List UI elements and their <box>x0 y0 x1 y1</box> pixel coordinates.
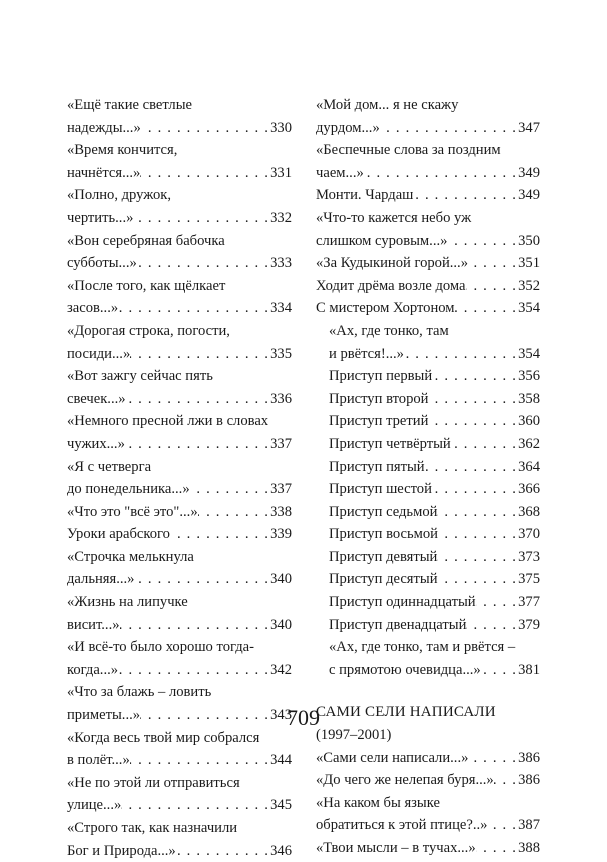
toc-entry-title: Приступ девятый <box>329 548 438 565</box>
dot-leader <box>425 456 519 479</box>
toc-entry-title: Приступ десятый <box>329 571 438 588</box>
toc-entry-line <box>316 591 540 614</box>
dot-leader <box>428 388 518 411</box>
dot-leader <box>476 837 518 860</box>
toc-entry-line <box>316 252 540 275</box>
toc-entry-line <box>67 636 292 659</box>
toc-entry-title: надежды...» <box>67 119 141 136</box>
toc-entry-line <box>67 139 292 162</box>
toc-page-number: 344 <box>270 752 292 769</box>
toc-page-number: 345 <box>270 797 292 814</box>
toc-entry-line <box>67 252 292 275</box>
toc-page-number: 342 <box>270 661 292 678</box>
toc-entry-line <box>316 501 540 524</box>
toc-entry-line <box>67 433 292 456</box>
toc-entry-title: «Дорогая строка, погости, <box>67 322 230 339</box>
toc-page-number: 340 <box>270 616 292 633</box>
toc-entry-line <box>316 410 540 433</box>
toc-entry-line <box>316 207 540 230</box>
dot-leader <box>404 343 518 366</box>
toc-page-number: 386 <box>518 772 540 789</box>
toc-entry-title: «Жизнь на липучке <box>67 594 188 611</box>
page-number: 709 <box>287 705 320 730</box>
toc-entry-title: чертить...» <box>67 209 134 226</box>
toc-column-right <box>316 94 540 860</box>
toc-entry-title: Приступ пятый <box>329 458 425 475</box>
toc-page-number: 331 <box>270 164 292 181</box>
toc-page-number: 337 <box>270 481 292 498</box>
toc-entry-title: «Полно, дружок, <box>67 187 172 204</box>
dot-leader <box>141 117 270 140</box>
toc-entry-line <box>316 747 540 770</box>
dot-leader <box>447 230 518 253</box>
toc-entry-title: «Вот зажгу сейчас пять <box>67 368 213 385</box>
toc-page-number: 379 <box>518 616 540 633</box>
toc-page-number: 366 <box>518 481 540 498</box>
toc-entry-line <box>67 568 292 591</box>
toc-entry-title: Бог и Природа...» <box>67 842 176 859</box>
toc-entry-title: слишком суровым...» <box>316 232 448 249</box>
toc-entry-title: «Вон серебряная бабочка <box>67 232 225 249</box>
dot-leader <box>364 162 518 185</box>
dot-leader <box>130 343 270 366</box>
toc-entry-line <box>316 636 540 659</box>
toc-entry-title: Ходит дрёма возле дома <box>316 277 466 294</box>
toc-entry-line <box>67 659 292 682</box>
toc-entry-title: Приступ первый <box>329 368 433 385</box>
toc-entry-line <box>316 297 540 320</box>
toc-page-number: 334 <box>270 300 292 317</box>
toc-entry-title: Приступ одиннадцатый <box>329 594 476 611</box>
toc-page-number: 339 <box>270 526 292 543</box>
toc-entry-line <box>67 817 292 840</box>
toc-entry-title: чужих...» <box>67 435 125 452</box>
toc-entry-line <box>67 840 292 862</box>
toc-entry-line <box>316 546 540 569</box>
dot-leader <box>466 614 518 637</box>
toc-entry-line <box>67 117 292 140</box>
toc-entry-line <box>316 568 540 591</box>
dot-leader <box>468 252 518 275</box>
dot-leader <box>133 207 270 230</box>
dot-leader <box>487 814 518 837</box>
dot-leader <box>121 794 270 817</box>
toc-entry-title: «И всё-то было хорошо тогда- <box>67 639 255 656</box>
dot-leader <box>134 568 270 591</box>
dot-leader <box>170 523 270 546</box>
toc-entry-line <box>316 659 540 682</box>
dot-leader <box>137 252 270 275</box>
toc-entry-title: посиди...» <box>67 345 131 362</box>
toc-entry-line <box>67 456 292 479</box>
dot-leader <box>140 162 270 185</box>
dot-leader <box>455 297 519 320</box>
toc-entry-title: Приступ четвёртый <box>329 435 451 452</box>
dot-leader <box>437 546 518 569</box>
toc-entry-title: до понедельника...» <box>67 481 190 498</box>
toc-entry-line <box>67 749 292 772</box>
toc-page-number: 388 <box>518 840 540 856</box>
dot-leader <box>198 501 270 524</box>
toc-page-number: 333 <box>270 255 292 272</box>
toc-entry-title: в полёт...» <box>67 752 130 769</box>
toc-entry-title: «Строго так, как назначили <box>67 820 238 836</box>
toc-entry-title: дальняя...» <box>67 571 135 588</box>
toc-entry-title: «Немного пресной лжи в словах <box>67 413 269 430</box>
toc-page-number: 356 <box>518 368 540 385</box>
dot-leader <box>451 433 518 456</box>
toc-entry-title: «На каком бы языке <box>316 794 440 811</box>
toc-entry-line <box>67 275 292 298</box>
toc-entry-line <box>67 591 292 614</box>
dot-leader <box>432 365 518 388</box>
toc-entry-line <box>316 343 540 366</box>
toc-entry-line <box>316 792 540 815</box>
toc-entry-title: и рвётся!...» <box>329 345 404 362</box>
toc-page-number: 368 <box>518 503 540 520</box>
dot-leader <box>126 388 271 411</box>
toc-entry-line <box>316 769 540 792</box>
toc-page-number: 350 <box>518 232 540 249</box>
toc-entry-line <box>67 478 292 501</box>
toc-entry-line <box>67 297 292 320</box>
dot-leader <box>494 769 518 792</box>
dot-leader <box>380 117 518 140</box>
toc-entry-title: с прямотою очевидца...» <box>329 661 481 678</box>
toc-entry-line <box>67 681 292 704</box>
toc-entry-line <box>316 523 540 546</box>
toc-entry-line <box>316 614 540 637</box>
toc-entry-title: засов...» <box>67 300 119 317</box>
toc-entry-title: субботы...» <box>67 255 137 272</box>
toc-entry-line <box>67 207 292 230</box>
toc-entry-title: Приступ восьмой <box>329 526 438 543</box>
toc-page-number: 352 <box>518 277 540 294</box>
toc-entry-title: «Не по этой ли отправиться <box>67 774 240 791</box>
toc-page-number: 373 <box>518 548 540 565</box>
toc-entry-title: Приступ двенадцатый <box>329 616 467 633</box>
toc-entry-line <box>67 343 292 366</box>
toc-page-number: 377 <box>518 594 540 611</box>
dot-leader <box>428 410 518 433</box>
toc-entry-title: дурдом...» <box>316 119 380 136</box>
toc-entry-title: «Строчка мелькнула <box>67 548 194 565</box>
toc-entry-title: «Когда весь твой мир собрался <box>67 729 260 746</box>
toc-entry-title: «После того, как щёлкает <box>67 277 226 294</box>
toc-page-number: 386 <box>518 749 540 766</box>
toc-entry-line <box>316 456 540 479</box>
dot-leader <box>468 747 518 770</box>
toc-entry-title: САМИ СЕЛИ НАПИСАЛИ <box>316 704 496 721</box>
toc-entry-title: «Что это "всё это"...» <box>67 503 198 520</box>
toc-entry-line <box>67 614 292 637</box>
toc-page-number: 358 <box>518 390 540 407</box>
toc-page-number: 340 <box>270 571 292 588</box>
toc-page-number: 335 <box>270 345 292 362</box>
toc-entry-line <box>316 275 540 298</box>
toc-entry-line <box>316 365 540 388</box>
toc-entry-title: «Ещё такие светлые <box>67 97 192 113</box>
toc-entry-line <box>67 162 292 185</box>
dot-leader <box>476 591 519 614</box>
toc-entry-line <box>67 230 292 253</box>
toc-entry-line <box>67 772 292 795</box>
toc-page-number: 381 <box>518 661 540 678</box>
toc-page-number: 370 <box>518 526 540 543</box>
toc-entry-title: «Я с четверга <box>67 458 152 475</box>
toc-entry-title: чаем...» <box>316 164 364 181</box>
toc-entry-line <box>316 162 540 185</box>
toc-page-number: 354 <box>518 300 540 317</box>
toc-entry-line <box>67 794 292 817</box>
toc-entry-title: висит...» <box>67 616 120 633</box>
dot-leader <box>130 749 270 772</box>
toc-entry-title: С мистером Хортоном <box>316 300 455 317</box>
toc-page-number: 360 <box>518 413 540 430</box>
toc-entry-title: Приступ второй <box>329 390 429 407</box>
toc-entry-title: «За Кудыкиной горой...» <box>316 255 469 272</box>
toc-entry-title: «Твои мысли – в тучах...» <box>316 840 476 856</box>
dot-leader <box>120 614 271 637</box>
toc-page-number: 362 <box>518 435 540 452</box>
section-gap <box>316 681 540 701</box>
toc-entry-line <box>67 546 292 569</box>
toc-page-number: 332 <box>270 209 292 226</box>
toc-entry-line <box>316 320 540 343</box>
toc-page-number: 349 <box>518 187 540 204</box>
toc-entry-title: «Сами сели написали...» <box>316 749 469 766</box>
toc-entry-title: «Беспечные слова за поздним <box>316 142 501 159</box>
toc-entry-line <box>67 320 292 343</box>
dot-leader <box>190 478 270 501</box>
toc-entry-line <box>316 433 540 456</box>
toc-column-left <box>67 94 292 862</box>
toc-entry-title: (1997–2001) <box>316 727 392 744</box>
toc-entry-line <box>67 523 292 546</box>
toc-page-number: 375 <box>518 571 540 588</box>
dot-leader <box>118 659 270 682</box>
toc-entry-line <box>67 410 292 433</box>
dot-leader <box>438 568 519 591</box>
toc-entry-line <box>316 388 540 411</box>
toc-entry-line <box>316 94 540 117</box>
toc-entry-line <box>67 388 292 411</box>
toc-entry-line <box>316 117 540 140</box>
toc-entry-line <box>67 365 292 388</box>
toc-page-number: 338 <box>270 503 292 520</box>
toc-entry-title: «Что-то кажется небо уж <box>316 209 472 226</box>
toc-page-number: 336 <box>270 390 292 407</box>
dot-leader <box>437 501 518 524</box>
toc-page-number: 347 <box>518 119 540 136</box>
toc-page-number: 387 <box>518 817 540 834</box>
toc-entry-title: Приступ шестой <box>329 481 432 498</box>
dot-leader <box>432 478 518 501</box>
toc-entry-title: свечек...» <box>67 390 126 407</box>
dot-leader <box>176 840 270 862</box>
dot-leader <box>438 523 518 546</box>
toc-entry-line <box>316 230 540 253</box>
dot-leader <box>481 659 518 682</box>
toc-page-number: 337 <box>270 435 292 452</box>
toc-page-number: 349 <box>518 164 540 181</box>
toc-page-number: 346 <box>270 842 292 859</box>
toc-page-number: 354 <box>518 345 540 362</box>
toc-entry-line <box>316 814 540 837</box>
toc-entry-title: обратиться к этой птице?..» <box>316 817 488 834</box>
toc-page-number: 343 <box>270 707 292 724</box>
dot-leader <box>125 433 270 456</box>
toc-entry-title: «Ах, где тонко, там и рвётся – <box>329 639 516 656</box>
dot-leader <box>413 184 518 207</box>
toc-entry-title: Приступ третий <box>329 413 429 430</box>
toc-entry-title: «До чего же нелепая буря...» <box>316 772 494 789</box>
toc-entry-title: Уроки арабского <box>67 526 170 543</box>
toc-entry-line <box>316 478 540 501</box>
toc-entry-title: когда...» <box>67 661 119 678</box>
toc-entry-line <box>316 139 540 162</box>
dot-leader <box>118 297 270 320</box>
toc-entry-title: Монти. Чардаш <box>316 187 414 204</box>
toc-entry-title: «Что за блажь – ловить <box>67 684 212 701</box>
toc-page-number: 330 <box>270 119 292 136</box>
dot-leader <box>466 275 519 298</box>
toc-entry-title: «Мой дом... я не скажу <box>316 97 459 113</box>
toc-entry-title: «Время кончится, <box>67 142 178 159</box>
toc-entry-title: приметы...» <box>67 707 141 724</box>
toc-entry-title: улице...» <box>67 797 122 814</box>
toc-entry-title: «Ах, где тонко, там <box>329 322 449 339</box>
toc-entry-line <box>316 837 540 860</box>
toc-entry-line <box>316 184 540 207</box>
toc-page-number: 351 <box>518 255 540 272</box>
toc-entry-line <box>67 184 292 207</box>
toc-entry-title: Приступ седьмой <box>329 503 438 520</box>
toc-entry-line <box>67 94 292 117</box>
toc-entry-line <box>67 501 292 524</box>
toc-entry-title: начнётся...» <box>67 164 141 181</box>
toc-page-number: 364 <box>518 458 540 475</box>
